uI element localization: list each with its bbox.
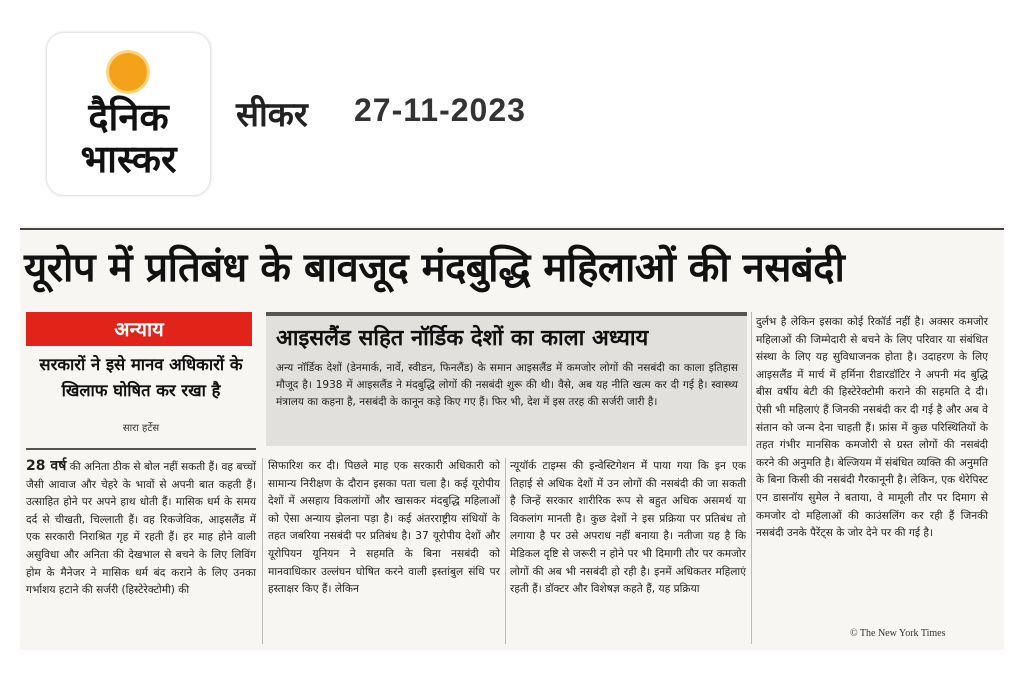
column-divider — [751, 312, 752, 644]
article-headline: यूरोप में प्रतिबंध के बावजूद मंदबुद्धि महिलाओं की नसबंदी — [24, 245, 845, 291]
top-rule — [20, 228, 1004, 230]
subhead-divider — [26, 448, 256, 450]
body-column-1-text: की अनिता ठीक से बोल नहीं सकती हैं। वह बच्चों जैसी आवाज और चेहरे के भावों से अपनी बात कहती हैं। उत्साहित होने पर अपने हाथ धोती हैं। मासिक धर्म के समय दर्द से चीखती, चिल्लाती हैं। वह रिकजेविक, आइसलैंड में एक सरकारी निराश्रित गृह में रहती हैं। हर माह होने वाली असुविधा और अनिता की देखभाल से बचने के लिए लिविंग होम के मैनेजर ने मासिक धर्म बंद कराने के लिए उनका गर्भाशय हटाने की सर्जरी (हिस्टेरेक्टोमी) की — [26, 461, 256, 597]
kicker-label: अन्याय — [26, 312, 252, 346]
column-divider — [505, 458, 506, 644]
body-column-1 — [26, 458, 256, 600]
box-text: अन्य नॉर्डिक देशों (डेनमार्क, नार्वे, स्वीडन, फिनलैंड) के समान आइसलैंड में कमजोर लोगों की नसबंदी का काला इतिहास मौजूद है। 1938 में आइसलैंड ने मंदबुद्धि लोगों की नसबंदी शुरू की थी। वैसे, अब यह नीति खत्म कर दी गई है। स्वास्थ्य मंत्रालय का कहना है, नसबंदी के कानून कड़े किए गए हैं। फिर भी, देश में इस तरह की सर्जरी जारी है। — [276, 362, 738, 408]
article-byline: सारा हर्टेस — [122, 423, 160, 434]
body-column-4: दुर्लभ है लेकिन इसका कोई रिकॉर्ड नहीं है। अक्सर कमजोर महिलाओं की जिम्मेदारी से बचने के लिए परिवार या संबंधित संस्था के लिए यह सुविधाजनक होता है। उदाहरण के लिए आइसलैंड में मार्च में हर्मिना रीडारडॉटिर ने अपनी मंद बुद्धि बीस वर्षीय बेटी की हिस्टेरेक्टोमी कराने की सहमति दे दी। ऐसी भी महिलाएं हैं जिनकी नसबंदी कर दी गई है और अब वे संतान को जन्म देना चाहती हैं। फ्रांस में कुछ परिस्थितियों के तहत गंभीर मानसिक कमजोरी से ग्रस्त लोगों की नसबंदी करने की अनुमति है। बेल्जियम में संबंधित व्यक्ति की अनुमति के बिना किसी की नसबंदी गैरकानूनी है। लेकिन, एक थेरेपिस्ट एन डासनॉय सुमेल ने बताया, वे मामूली तौर पर दिमाग से कमजोर दो महिलाओं की काउंसलिंग कर रही हैं जिनकी नसबंदी उनके पैरेंट्स के जोर देने पर की गई है। — [756, 316, 988, 540]
source-credit: © The New York Times — [850, 628, 946, 639]
lead-in: 28 वर्ष — [26, 458, 67, 474]
logo-text-line1: दैनिक — [88, 95, 169, 139]
column-divider — [262, 458, 263, 644]
article-subhead: सरकारों ने इसे मानव अधिकारों के खिलाफ घोषित कर रखा है — [39, 355, 243, 400]
edition-date: 27-11-2023 — [354, 92, 526, 128]
sun-icon — [109, 53, 147, 91]
edition-city: सीकर — [236, 95, 308, 135]
box-title: आइसलैंड सहित नॉर्डिक देशों का काला अध्याय — [276, 326, 649, 351]
body-column-3: न्यूयॉर्क टाइम्स की इन्वेस्टिगेशन में पाया गया कि इन एक तिहाई से अधिक देशों में उन लोगों की नसबंदी की जा सकती है जिन्हें सरकार शारीरिक रूप से बहुत अधिक असमर्थ या विकलांग मानती है। कुछ देशों ने इस प्रक्रिया पर प्रतिबंध तो लगाया है पर उसे अपराध नहीं बनाया है। नतीजा यह है कि मेडिकल दृष्टि से जरूरी न होने पर भी दिमागी तौर पर कमजोर लोगों की अब भी नसबंदी हो रही है। इनमें अधिकतर महिलाएं रहती हैं। डॉक्टर और विशेषज्ञ कहते हैं, यह प्रक्रिया — [510, 460, 746, 596]
logo-text-line2: भास्कर — [80, 137, 177, 181]
body-column-2: सिफारिश कर दी। पिछले माह एक सरकारी अधिकारी को सामान्य निरीक्षण के दौरान इसका पता चला है। कई यूरोपीय देशों में असहाय विकलांगों और खासकर मंदबुद्धि महिलाओं को ऐसा अन्याय झेलना पड़ा है। कई अंतरराष्ट्रीय संधियों के तहत जबरिया नसबंदी पर प्रतिबंध है। 37 यूरोपीय देशों और यूरोपियन यूनियन ने सहमति के बिना नसबंदी को मानवाधिकार उल्लंघन घोषित करने वाली इस्तांबुल संधि पर हस्ताक्षर किए हैं। लेकिन — [268, 460, 500, 596]
dainik-bhaskar-logo — [46, 32, 211, 196]
